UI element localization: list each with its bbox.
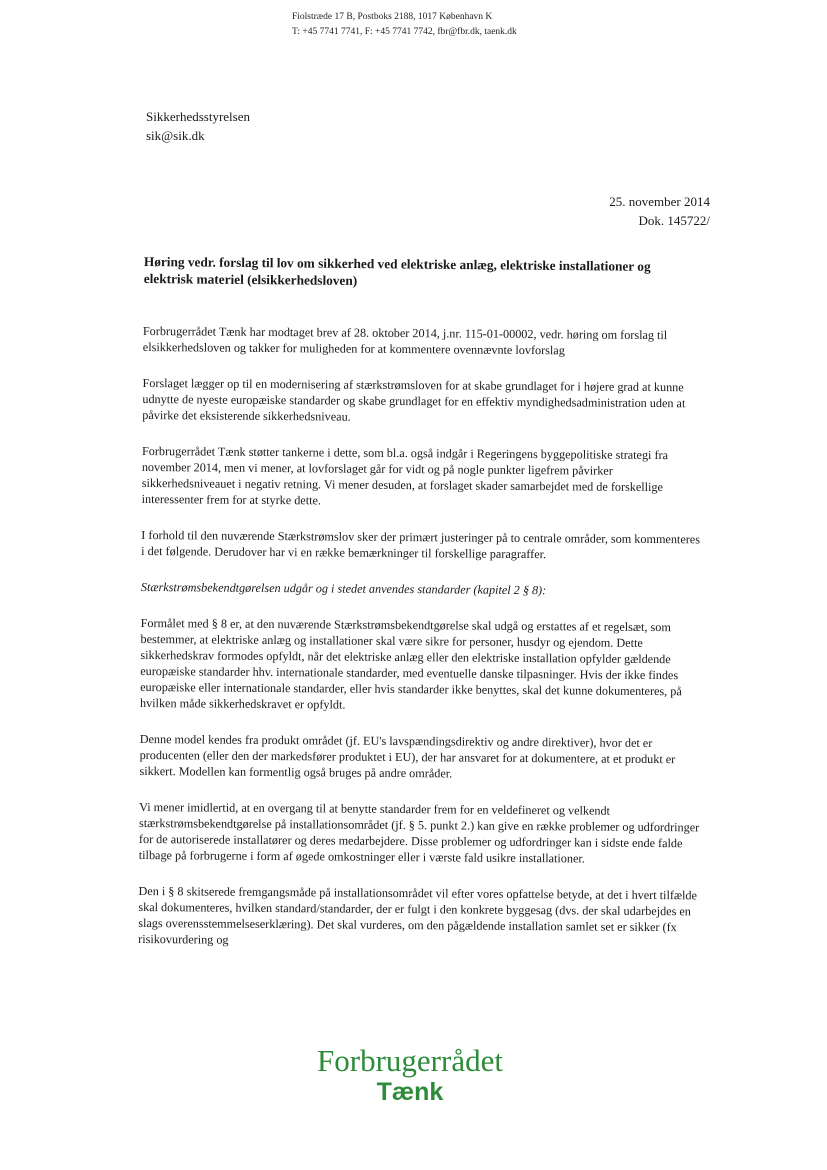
organization-logo bbox=[310, 1044, 510, 1106]
letter-subject: Høring vedr. forslag til lov om sikkerhed ved elektriske anlæg, elektriske installationer og elektrisk materiel (elsikkerhedsloven) bbox=[143, 253, 651, 289]
paragraph-section-concerns: Vi mener imidlertid, at en overgang til at benytte standarder frem for en veldefineret og velkendt stærkstrømsbekendtgørelse på installationsområdet (jf. § 5. punkt 2.) kan give en række problemer og udfordringer for de autoriserede installatører og deres medarbejdere. Disse problemer og udfordringer kan i sidste ende falde tilbage på forbrugerne i form af øgede omkostninger eller i værste fald usikre installationer. bbox=[138, 799, 700, 866]
section-heading: Stærkstrømsbekendtgørelsen udgår og i stedet anvendes standarder (kapitel 2 § 8): bbox=[140, 579, 547, 598]
logo-text-forbrugerraadet: Forbrugerrådet bbox=[317, 1043, 503, 1078]
letter-date: 25. november 2014 bbox=[609, 194, 710, 209]
paragraph-section-procedure: Den i § 8 skitserede fremgangsmåde på installationsområdet vil efter vores opfattelse betyde, at det i hvert tilfælde skal dokumenteres, hvilken standard/standarder, der er fulgt i den konkrete byggesag (dvs. der skal udarbejdes en slags overensstemmelseserklæring). Det skal vurderes, om den pågældende installation samlet set er sikker (fx risikovurdering og bbox=[138, 883, 697, 947]
paragraph-support: Forbrugerrådet Tænk støtter tankerne i dette, som bl.a. også indgår i Regeringens byggepolitiske strategi fra november 2014, men vi mener, at lovforslaget går for vidt og på nogle punkter ligefrem påvirker sikkerhedsniveauet i negativ retning. Vi mener desuden, at forslaget skader samarbejdet med de forskellige interessenter frem for at styrke dette. bbox=[141, 443, 669, 508]
sender-contact: T: +45 7741 7741, F: +45 7741 7742, fbr@fbr.dk, taenk.dk bbox=[292, 27, 517, 37]
paragraph-overview: I forhold til den nuværende Stærkstrømslov sker der primært justeringer på to centrale områder, som kommenteres i det følgende. Derudover har vi en række bemærkninger til forskellige paragraffer. bbox=[141, 527, 701, 562]
document-reference: Dok. 145722/ bbox=[638, 213, 710, 228]
sender-header bbox=[292, 10, 592, 40]
paragraph-intro: Forbrugerrådet Tænk har modtaget brev af 28. oktober 2014, j.nr. 115-01-00002, vedr. høring om forslag til elsikkerhedsloven og takker for muligheden for at kommentere ovennævnte lovforslag bbox=[142, 323, 668, 358]
paragraph-section-model: Denne model kendes fra produkt området (jf. EU's lavspændingsdirektiv og andre direktiver), hvor det er producenten (eller den der markedsfører produktet i EU), der har ansvaret for at dokumentere, at et produkt er sikkert. Modellen kan formentlig også bruges på andre områder. bbox=[139, 731, 676, 781]
recipient-name: Sikkerhedsstyrelsen bbox=[146, 109, 250, 124]
letter-body bbox=[138, 323, 708, 951]
recipient-email: sik@sik.dk bbox=[146, 128, 205, 143]
paragraph-proposal: Forslaget lægger op til en modernisering af stærkstrømsloven for at skabe grundlaget for i højere grad at kunne udnytte de nyeste europæiske standarder og skabe grundlaget for en effektiv myndighedsadministration uden at påvirke det eksisterende sikkerhedsniveau. bbox=[142, 375, 686, 424]
date-block bbox=[609, 192, 710, 230]
sender-address: Fiolstræde 17 B, Postboks 2188, 1017 København K bbox=[292, 12, 493, 22]
paragraph-section-purpose: Formålet med § 8 er, at den nuværende Stærkstrømsbekendtgørelse skal udgå og erstattes af et regelsæt, som bestemmer, at elektriske anlæg og installationer skal være sikre for personer, husdyr og ejendom. Dette sikkerhedskrav formodes opfyldt, når det elektriske anlæg eller den elektriske installation opfylder gældende europæiske standarder hhv. internationale standarder, med eventuelle danske tilpasninger. Hvis der ikke findes europæiske eller internationale standarder, eller hvis standarder ikke benyttes, skal det kunne dokumenteres, på hvilken måde sikkerhedskravet er opfyldt. bbox=[139, 615, 682, 712]
recipient-block bbox=[146, 107, 250, 145]
logo-text-taenk: Tænk bbox=[376, 1078, 444, 1106]
